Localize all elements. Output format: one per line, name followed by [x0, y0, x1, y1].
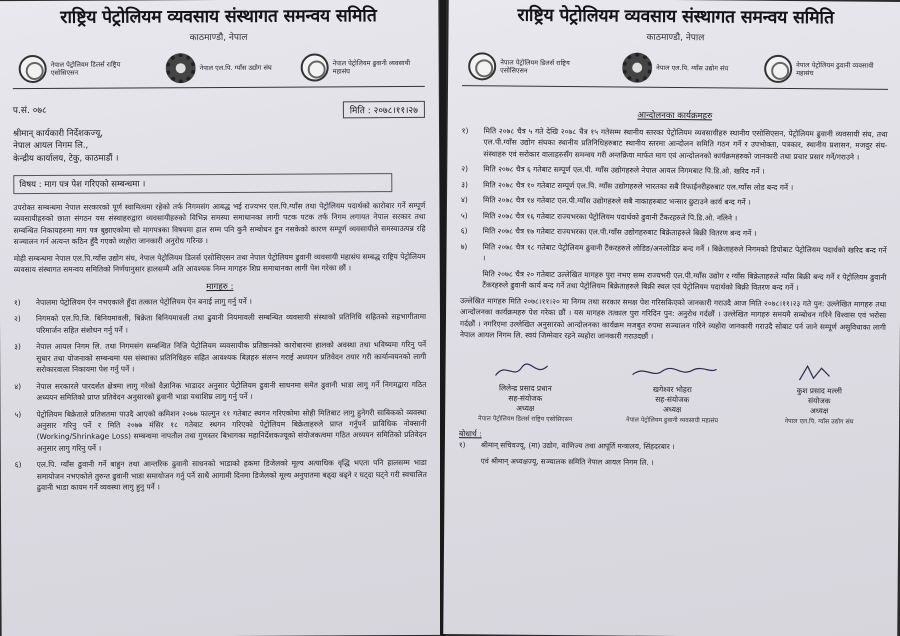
signatory-name: लिलेन्द्र प्रसाद प्रधान: [499, 382, 552, 393]
item-text: मिति २०७८ चैत्र १७ गतेबाट राज्यभरका एल.पी.ग्याँस उद्योगहरुबाट बिक्रेताहरुले बिक्री वितरण बन्द गर्ने ।: [482, 226, 757, 239]
logo-item: [19, 54, 137, 83]
item-number: १): [458, 440, 466, 450]
item-number: ४): [460, 195, 468, 205]
item-text: नेपालमा पेट्रोलियम ऐन नभएकाले हुँदा तत्काल पेट्रोलियम ऐन बनाई लागु गर्नु पर्ने ।: [35, 296, 252, 307]
logo-caption: नेपाल एल.पि. ग्याँस उद्योग संघ: [656, 63, 729, 73]
cc-list: [459, 439, 885, 470]
signatory-org: नेपाल एल.पि. ग्याँस उद्योग संघ: [784, 417, 854, 426]
program-list: [460, 125, 887, 294]
item-number: ६): [460, 226, 468, 236]
address-line: केन्द्रीय कार्यालय, टेकु, काठमाडौं ।: [13, 153, 119, 164]
signatory-title: अध्यक्ष: [810, 406, 829, 416]
item-number: १): [461, 126, 469, 136]
demand-item: [14, 295, 426, 309]
item-text: मिति २०७८ चैत्र २० गतेबाट उल्लेखित मागहरु पुरा नभए सम्म राज्यभरी एल.पी.ग्याँस उद्योग र ग्याँस बिक्रेताहरुले ग्याँस बिक्री बन्द गर्ने र पेट्रोलियम ढुवानी टैंकरहरुले ढुवानी कार्य बन्द गर्ने तथा पेट्रोलियम बिक्रेताहरुले बिक्री स्थल एवं पेट्रोलियम पदार्थको बिक्री वितरण बन्द गर्ने ।: [482, 269, 887, 293]
recipient-address: [13, 126, 425, 165]
item-text: निगमको एल.पि.जि. बिनियमावली, बिक्रेता बिनियमावली तथा ढुवानी नियमावली सम्बन्धित व्यवसायी संस्थाको प्रतिनिधि सहितको सहभागीतामा परिमार्जन सहित संशोधन गर्नु पर्ने ।: [35, 312, 427, 335]
item-text: श्रीमान् सचिवज्यू, (मा) उद्योग, वाणिज्य तथा आपूर्ति मन्त्रालय, सिंहदरबार ।: [480, 440, 675, 452]
signature-image: [459, 359, 591, 382]
dealers-association-logo-icon: [468, 52, 496, 80]
org-location: काठमाण्डौ, नेपाल: [646, 32, 705, 44]
body-paragraph: उपरोक्त सम्बन्धमा नेपाल सरकारको पूर्ण स्वामित्वमा रहेको तर्फ निगमसंग आबद्ध भई राज्यभर एल.पि.ग्याँस तथा पेट्रोलियम पदार्थको कारोबार गर्ने सम्पूर्ण व्यवसायीहरुको छाता संगठन यस संस्थाहरुद्वारा व्यवसायीहरुको विभिन्न समस्या समाधानका लागी पटक पटक तर्फ निगम लगायत नेपाल सरकार तथा सम्बन्धित निकायहरुमा माग पत्र बुझाएकोमा सो मागपत्रका विषयमा हाल सम्म पनि कुनै सम्बोधन हुन नसकेको कारण सम्पूर्ण व्यवसायीले समस्याउत्पन्न रहि सञ्चालन गर्न अत्यन्त कठिन हुँदै गएको व्यहोरा जानकारी अनुरोध गरिन्छ ।: [13, 200, 426, 247]
logo-row: [19, 52, 419, 84]
logo-item: [622, 53, 728, 84]
item-number: [460, 268, 482, 291]
signatory: [753, 361, 886, 427]
signatory-org: नेपाल पेट्रोलियम डिलर्स राष्ट्रिय एसोसिएसन: [478, 414, 573, 423]
item-number: ७): [460, 241, 468, 251]
signatory-title: अध्यक्ष: [516, 403, 535, 414]
item-number: ४): [14, 381, 22, 391]
signatory-role: संयोजक: [808, 396, 831, 406]
letter-page-right: [443, 0, 900, 636]
item-text: नेपाल सरकारले पारदर्शत क्षेत्रमा लागु गरेको वैज्ञानिक भाडादर अनुसार पेट्रोलियम ढुवानी साधनमा समेत ढुवानी भाडा लागु गर्ने निगमद्वारा गठित अध्ययन समितिको प्राप्त प्रतिवेदन अनुसारको ढुवानी भाडा यथाशिघ्र लागु गर्नु पर्ने ।: [36, 379, 427, 402]
body-paragraph: मोही सम्बन्धमा नेपाल एल.पि.ग्याँस उद्योग संघ, नेपाल पेट्रोलियम डिलर्स एसोसिएसन तथा नेपाल पेट्रोलियम ढुवानी व्यवसायी महासंघ सम्बद्ध राष्ट्रिय पेट्रोलियम व्यवसाय संस्थागत समन्वय समितिको निर्णयानुसार हालसम्मै अति आवश्यक निम्न मागहरु शिघ्र समाधानका लागी पेश गरेका छौं ।: [13, 251, 426, 275]
demands-heading: मागहरु :: [206, 281, 234, 292]
tanker-association-logo-icon: [301, 53, 329, 81]
program-item: [461, 179, 887, 194]
cc-item: [459, 439, 885, 454]
logo-caption: नेपाल पेट्रोलियम डिलर्स राष्ट्रिय एसोसिएसन: [50, 60, 121, 77]
item-number: ३): [461, 180, 468, 190]
signature-block: [459, 359, 886, 427]
logo-item: [764, 55, 882, 84]
letter-meta: [13, 101, 425, 120]
item-text: मिति २०७८ चैत्र १० गतेबाट सम्पूर्ण एल.पि. ग्याँस उद्योगहरुले भारतका सबै रिफाईनरीहरुबाट एल.ग्याँस लोड बन्द गर्ने ।: [483, 180, 794, 192]
logo-caption: नेपाल पेट्रोलियम ढुवानी व्यवसायी महासंघ: [796, 60, 874, 78]
cc-item: [459, 456, 885, 471]
tanker-association-logo-icon: [764, 55, 792, 83]
signatory-role: सह-संयोजक: [508, 393, 543, 403]
logo-item: [166, 53, 272, 84]
org-title: राष्ट्रिय पेट्रोलियम व्यवसाय संस्थागत समन्वय समिति: [60, 6, 377, 28]
item-text: नेपाल आयल निगम लि. तथा निगमसंग सम्बन्धित निजि पेट्रोलियम व्यवसायीक प्रतिष्ठानको कारोबारमा हालको अवस्था तथा भविष्यमा गरिनु पर्ने सुधार तथा योजनाको सम्बन्धमा यस संस्थाका प्रतिनिधिहरु सहित आवश्यक बिज्ञहरु संलग्न गराई अध्ययन प्रतिवेदन तयार गरी कार्यान्वयनको लागी सरोकारवाला निकायमा पेश गर्नु पर्ने ।: [36, 340, 427, 375]
program-item: [460, 241, 886, 268]
demand-item: [14, 339, 426, 376]
item-number: २): [461, 164, 469, 174]
demand-item: [15, 457, 427, 494]
signatory: [606, 360, 739, 426]
address-line: श्रीमान् कार्यकारी निर्देशकज्यू,: [13, 128, 103, 140]
signatory-title: अध्यक्ष: [663, 405, 682, 415]
reference-number: प.सं. ०७८: [12, 105, 47, 117]
item-text: मिति २०७८ चैत्र १८ गतेबाट पेट्रोलियम ढुवानी टैंकरहरुले लोडिङ/अनलोडिङ बन्द गर्ने । बिक्रेताहरुले निगमको डिपोबाट पेट्रोलियम पदार्थको खरिद बन्द गर्ने ।: [482, 242, 887, 263]
program-item: [460, 268, 886, 295]
signatory-org: नेपाल पेट्रोलियम ढुवानी व्यवसायी महासंघ: [626, 416, 719, 424]
item-number: [459, 456, 481, 467]
gear-logo-icon: [622, 53, 652, 83]
logo-item: [301, 53, 419, 82]
signatory-name: कुश प्रसाद मल्ली: [796, 385, 842, 395]
address-line: नेपाल आयल निगम लि.,: [13, 141, 89, 152]
item-text: मिति २०७८ चैत्र ५ गते देखि २०७८ चैत्र १५ गतेसम्म स्थानीय स्तरका पेट्रोलियम व्यवसायीहरु स्थानीय एसोसिएसन, पेट्रोलियम ढुवानी व्यवसायी संघ, तथा एल.पी.ग्याँस उद्योग संघका स्थानीय प्रतिनिधिहरुबाट स्थानीय स्तरमा आन्दोलन समिति गठन गर्ने र उपभोक्ता, पत्रकार, स्थानीय प्रशासन, मजदुर संघ-संस्थाहरु एवं सरोकार वालाहरुसँग समन्वय गरी अन्तक्रिया मार्फत माग एवं आन्दोलनको कार्यक्रमहरुको जानकारी तथा प्रचार प्रसार गर्ने/गराउने ।: [483, 126, 888, 162]
item-number: ३): [14, 342, 21, 352]
divider-line: [13, 86, 425, 89]
item-text: मिति २०७८ चैत्र ६ गतेबाट सम्पूर्ण एल.पी. ग्याँस उद्योगहरुले नेपाल आयल निगमबाट पि.डि.ओ. खरिद गर्ने ।: [483, 164, 765, 177]
signatory: [459, 359, 592, 425]
signature-image: [753, 361, 885, 384]
divider-line: [462, 85, 888, 90]
item-text: एवं श्रीमान् अध्यक्षज्यू, सञ्चालक समिति नेपाल आयल निगम लि. ।: [480, 456, 654, 468]
program-item: [461, 125, 887, 163]
item-number: ५): [460, 210, 468, 221]
item-number: ६): [14, 460, 22, 470]
item-number: २): [13, 314, 21, 324]
logo-caption: नेपाल पेट्रोलियम ढुवानी व्यवसायी महासंघ: [332, 58, 411, 76]
logo-caption: नेपाल एल.पि. ग्याँस उद्योग संघ: [199, 63, 272, 73]
signatory-role: सह-संयोजक: [655, 394, 690, 405]
letter-page-left: [0, 0, 442, 636]
program-item: [461, 210, 887, 225]
logo-caption: नेपाल पेट्रोलियम डिलर्स राष्ट्रिय एसोसिएसन: [500, 58, 570, 75]
program-heading: आन्दोलनका कार्यक्रमहरु: [637, 110, 713, 122]
org-location: काठमाण्डौ, नेपाल: [189, 32, 248, 44]
subject-line: विषय : माग पत्र पेश गरिएको सम्बन्धमा ।: [13, 173, 392, 194]
item-text: मिति २०७८ चैत्र १४ गतेबाट एल.पी.ग्याँस उद्योगहरुले सबै नाकाहरुबाट भन्सार छुटाउने कार्य बन्द गर्ने ।: [482, 195, 751, 208]
closing-paragraph: उल्लेखित मागहरु मिति २०७८।११।२० मा निगम तथा सरकार समक्ष पेश गरिसकिएको जानकारी गराउदै आज मिति २०७८।११।२३ गते पुन: उल्लेखित मागहरु तथा आन्दोलनका कार्यक्रमहरु पेश गरेका छौं । यस मागहरु तत्काल पुरा गरिदिन पुन: अनुरोध गर्दछौं । उल्लेखित मागहरु समयमै सम्बोधन गरिने विश्वास एवं भरोसा गर्दछौं । नगरिएमा उल्लेखित अनुसारको आन्दोलनका कार्यक्रम मजबुत रुपमा सञ्चालन गरिने व्यहोरा जानकारी गराउदै सोबाट पर्न जाने सम्पूर्ण असुविधाका लागी नेपाल आयल निगम लि. स्वयं जिम्मेवार रहने व्यहोरा जानकारी गराउदछौं ।: [459, 295, 887, 341]
program-item: [461, 225, 887, 240]
item-number: १): [13, 297, 21, 307]
item-text: पेट्रोलियम बिक्रेताले प्रतिशतमा पाउदै आएको कमिशन २०७७ फाल्गुन ११ गतेबाट स्थगन गरिएकोमा सोही मितिबाट लागु हुनेगरी साबिकको व्यवस्था अनुसार गरिनु पर्ने र मिति २०७७ मंसिर १८ गतेबाट स्थगन गरिएको पेट्रोलियम बिक्रेताहरुले प्राप्त गर्नुपर्ने प्राविधिक नोक्सानी (Working/Shrinkage Loss) सम्बन्धमा नापतौल तथा गुणस्तर बिभागका महानिर्देशकज्यूको संयोजकत्वमा गठित अध्ययन समितिको प्रतिवेदन अनुसार लागु गरिनु पर्ने ।: [36, 407, 427, 453]
signatory-name: खगेश्वर भोहरा: [652, 384, 692, 394]
item-text: मिति २०७८ चैत्र १६ गतेबाट राज्यभरका पेट्रोलियम पदार्थको ढुवानी टैंकरहरुले पि.डि.ओ. नलिने ।: [482, 211, 738, 223]
program-item: [461, 194, 887, 209]
signature-image: [606, 360, 738, 383]
org-title: राष्ट्रिय पेट्रोलियम व्यवसाय संस्थागत समन्वय समिति: [517, 5, 834, 29]
dealers-association-logo-icon: [19, 55, 47, 83]
program-item: [461, 164, 887, 179]
item-number: ५): [14, 409, 22, 419]
cc-label: बोधार्थ :: [458, 429, 482, 439]
item-text: एल.पि. ग्याँस ढुवानी गर्ने बाहुन तथा आन्तरिक ढुवानी साधनको भाडाको हकमा डिजेलको मूल्य अत्याधिक वृद्धि भएता पनि हालसम्म भाडा समायोजन नभएकोले तुरुन्त ढुवानी भाडा समायोजन गर्नु पर्ने साथै आगामी दिनमा डिजेलको मूल्य अनुपातमा बढ्दा बढ्ने र घट्दा घट्ने गरी स्वचालित ढुवानी भाडा कायम गर्ने व्यवस्था लागु हुनु पर्ने ।: [36, 458, 427, 493]
demands-list: [14, 295, 427, 494]
demand-item: [14, 378, 426, 403]
demand-item: [14, 311, 426, 336]
gear-logo-icon: [166, 53, 196, 83]
demand-item: [14, 406, 426, 454]
logo-item: [468, 52, 586, 81]
logo-row: [468, 51, 882, 85]
letter-date: मिति : २०७८।११।२७: [343, 101, 425, 118]
